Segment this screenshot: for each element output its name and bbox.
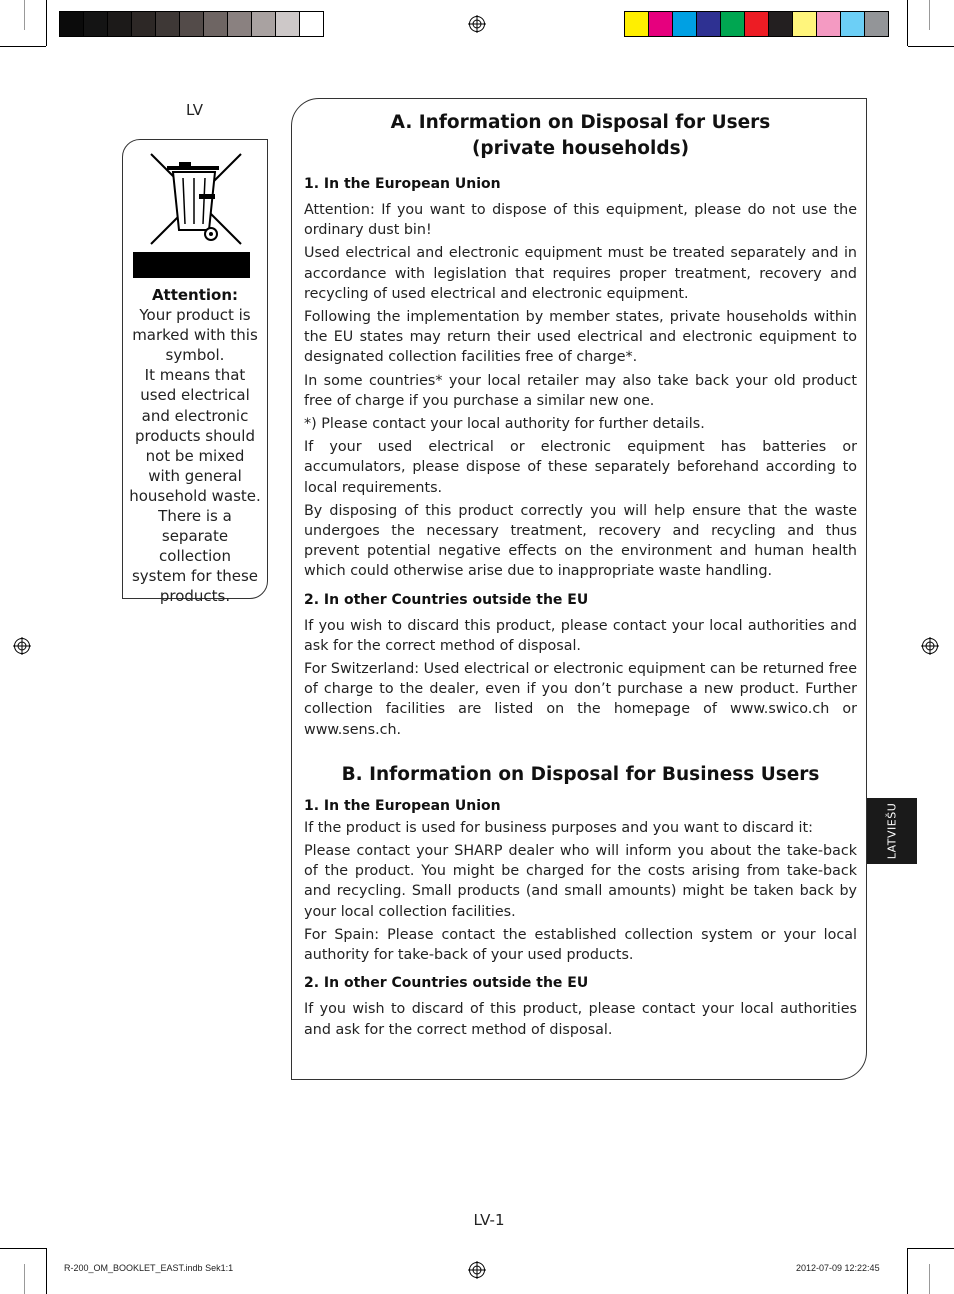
weee-notice-box [122, 139, 268, 606]
color-swatch [841, 12, 865, 36]
section-a-title [304, 110, 857, 162]
attention-line: with general [148, 466, 242, 485]
paragraph: *) Please contact your local authority for further details. [304, 416, 705, 433]
color-swatch [649, 12, 673, 36]
file-info: R-200_OM_BOOKLET_EAST.indb Sek1:1 [64, 1263, 234, 1273]
section-b-title: B. Information on Disposal for Business Users [341, 763, 820, 785]
crop-mark [0, 46, 46, 47]
attention-line: products. [159, 587, 231, 606]
language-code: LV [186, 101, 203, 119]
gray-swatch [180, 12, 204, 36]
color-swatch [817, 12, 841, 36]
color-calibration-bar [624, 11, 889, 37]
separate-collection-bar [133, 252, 250, 278]
attention-line: used electrical [140, 386, 250, 405]
color-swatch [865, 12, 888, 36]
color-swatch [697, 12, 721, 36]
gray-swatch [276, 12, 300, 36]
paragraph: If you wish to discard this product, please contact your local authorities and ask for the correct method of disposal. [304, 617, 857, 654]
section-a-heading-eu: 1. In the European Union [304, 176, 501, 192]
language-side-tab [867, 798, 917, 864]
gray-swatch [132, 12, 156, 36]
paragraph: Used electrical and electronic equipment must be treated separately and in accordance with legislation that requires proper treatment, recovery and recycling of used electrical and electronic equipment. [304, 245, 857, 302]
crop-mark [929, 1264, 930, 1294]
color-swatch [793, 12, 817, 36]
attention-line: marked with this [132, 326, 258, 345]
color-swatch [769, 12, 793, 36]
crop-mark [46, 0, 47, 46]
section-b-heading-eu: 1. In the European Union [304, 797, 501, 814]
crop-mark [24, 1264, 25, 1294]
paragraph: By disposing of this product correctly you will help ensure that the waste undergoes the necessary treatment, recovery and recycling and thus prevent potential negative effects on the environment and human health which could otherwise arise due to inappropriate waste handling. [304, 502, 857, 580]
print-date: 2012-07-09 12:22:45 [796, 1263, 880, 1273]
attention-title: Attention: [151, 286, 239, 304]
paragraph: Following the implementation by member states, private households within the EU states may return their used electrical and electronic equipment to designated collection facilities free of charge*. [304, 309, 857, 366]
gray-swatch [84, 12, 108, 36]
paragraph: If your used electrical or electronic equipment has batteries or accumulators, please dispose of these separately beforehand according to local requirements. [304, 439, 857, 496]
paragraph: Attention: If you want to dispose of this equipment, please do not use the ordinary dust bin! [304, 202, 857, 239]
registration-mark-icon [921, 637, 939, 655]
disposal-info-content [304, 110, 857, 1040]
attention-line: There is a separate [158, 507, 232, 546]
gray-calibration-bar [59, 11, 324, 37]
gray-swatch [156, 12, 180, 36]
section-b-heading-non-eu: 2. In other Countries outside the EU [304, 975, 589, 992]
attention-line: household waste. [129, 486, 261, 505]
registration-mark-icon [468, 15, 486, 33]
crop-mark [907, 1248, 908, 1294]
color-swatch [625, 12, 649, 36]
crop-mark [908, 1248, 954, 1249]
crop-mark [907, 0, 908, 46]
crossed-bin-icon [143, 150, 249, 248]
gray-swatch [108, 12, 132, 36]
attention-line: collection [159, 547, 231, 566]
crop-mark [929, 0, 930, 30]
paragraph: Please contact your SHARP dealer who will inform you about the take-back of the product. You might be charged for the costs arising from take-back and recycling. Small products (and small amounts) might be taken back by your local collection facilities. [304, 843, 857, 920]
page-number: LV-1 [473, 1211, 505, 1229]
paragraph: For Switzerland: Used electrical or electronic equipment can be returned free of charge to the dealer, even if you don’t purchase a new product. Further collection facilities are listed on the homepage of www.swico.ch or www.sens.ch. [304, 661, 857, 738]
attention-line: system for these [131, 567, 259, 586]
crop-mark [908, 46, 954, 47]
registration-mark-icon [468, 1261, 486, 1279]
gray-swatch [252, 12, 276, 36]
gray-swatch [228, 12, 252, 36]
section-a-title-line1: A. Information on Disposal for Users [390, 112, 771, 133]
crop-mark [24, 0, 25, 30]
registration-mark-icon [13, 637, 31, 655]
color-swatch [721, 12, 745, 36]
gray-swatch [300, 12, 323, 36]
attention-line: and electronic [141, 406, 249, 425]
attention-line: It means that [144, 366, 246, 385]
paragraph: If you wish to discard of this product, please contact your local authorities and ask for the correct method of disposal. [304, 1001, 857, 1038]
paragraph: For Spain: Please contact the established collection system or your local authority for take-back of your used products. [304, 926, 857, 964]
attention-line: not be mixed [145, 446, 245, 465]
attention-line: Your product is [139, 306, 251, 325]
crop-mark [0, 1248, 46, 1249]
language-side-tab-label: LATVIEŠU [885, 802, 899, 860]
gray-swatch [60, 12, 84, 36]
color-swatch [673, 12, 697, 36]
gray-swatch [204, 12, 228, 36]
attention-line: symbol. [165, 346, 225, 365]
attention-line: products should [135, 426, 255, 445]
crop-mark [46, 1248, 47, 1294]
color-swatch [745, 12, 769, 36]
section-a-title-line2: (private households) [471, 138, 690, 159]
paragraph: In some countries* your local retailer may also take back your old product free of charge if you purchase a similar new one. [304, 372, 857, 409]
paragraph: If the product is used for business purposes and you want to discard it: [304, 819, 813, 836]
section-a-heading-non-eu: 2. In other Countries outside the EU [304, 591, 589, 608]
attention-text [125, 285, 265, 607]
